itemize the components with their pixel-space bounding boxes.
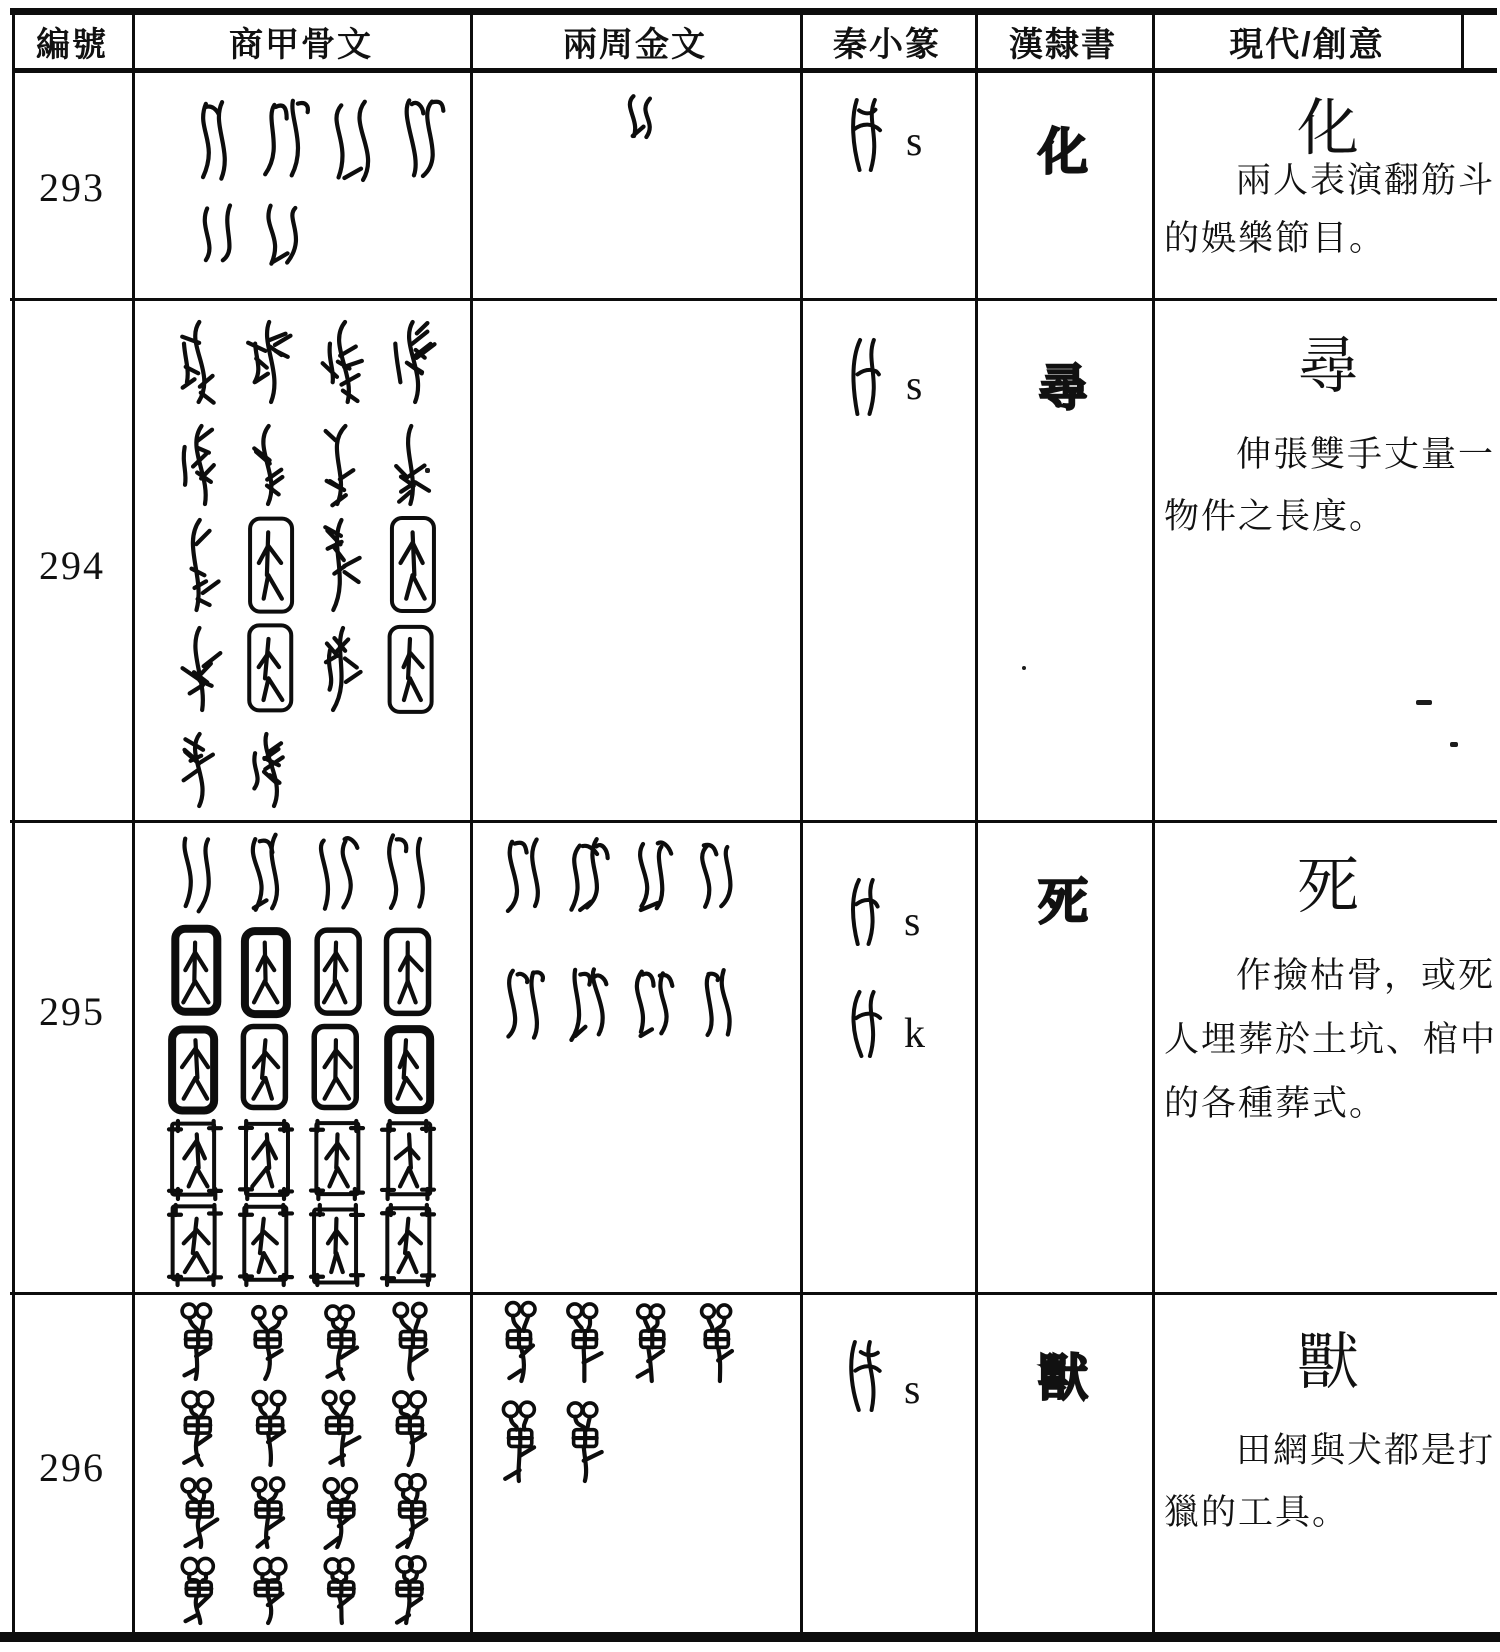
modern-description [1164,424,1496,548]
bronze-glyph [626,1300,676,1386]
oracle-bone-glyph [310,1120,364,1200]
scan-speck [1416,700,1432,705]
seal-source-note: k [904,1011,925,1057]
bronze-glyph [498,832,548,922]
oracle-bone-row [172,1474,439,1552]
seal-source-note: s [906,119,923,165]
oracle-bone-glyph [385,1474,439,1552]
oracle-bone-row [172,420,439,510]
small-seal-glyph [842,334,894,420]
small-seal-glyph [842,986,892,1062]
oracle-bone-glyph [310,1024,364,1114]
oracle-bone-glyph [314,316,368,408]
bronze-glyph [628,962,678,1048]
bronze-glyph [563,832,613,922]
modern-description [1164,152,1496,268]
oracle-bone-glyph [243,622,297,716]
seal-source-note: s [906,363,923,409]
table-rule-horizontal [10,820,1497,823]
small-seal-glyph [842,94,894,176]
oracle-bone-glyph [168,926,222,1018]
oracle-bone-row [172,316,439,408]
oracle-bone-row [172,514,439,616]
oracle-bone-glyph [381,926,435,1018]
small-seal-glyph [840,1336,892,1416]
oracle-bone-glyph [385,1556,439,1628]
table-rule-horizontal [0,1632,1500,1642]
column-header-number: 編號 [36,26,108,64]
description-line: 作撿枯骨，或死 [1236,956,1496,995]
clerical-char: 尋 [1038,360,1088,416]
oracle-bone-glyph [326,92,378,190]
oracle-bone-glyph [314,1302,368,1384]
oracle-bone-glyph [385,514,439,616]
oracle-bone-glyph [310,926,364,1018]
table-rule-vertical [470,8,473,1642]
oracle-bone-glyph [239,1120,293,1200]
bronze-glyph [693,832,743,922]
oracle-bone-glyph [172,622,226,716]
bronze-row [498,832,743,922]
table-rule-horizontal [10,298,1497,301]
description-line: 的各種葬式。 [1164,1084,1387,1123]
oracle-bone-glyph [314,514,368,616]
bronze-glyph [693,962,743,1048]
description-line: 物件之長度。 [1164,497,1387,536]
clerical-char: 死 [1038,874,1088,930]
oracle-bone-glyph [243,316,297,408]
oracle-bone-glyph [243,728,297,812]
oracle-bone-glyph [385,1388,439,1470]
modern-char: 化 [1296,95,1360,163]
oracle-bone-glyph [314,622,368,716]
oracle-bone-glyph [172,1302,226,1384]
small-seal-glyph [842,874,892,950]
oracle-bone-glyph [172,728,226,812]
oracle-bone-row [172,1556,439,1628]
oracle-bone-glyph [168,1120,222,1200]
oracle-bone-glyph [258,92,310,190]
bronze-glyph [498,962,548,1048]
bronze-glyph [561,1300,611,1386]
oracle-bone-row [168,826,435,920]
oracle-bone-glyph [239,1024,293,1114]
bronze-glyph [496,1398,546,1486]
description-line: 人埋葬於土坑、棺中 [1164,1020,1498,1059]
oracle-bone-glyph [314,1474,368,1552]
bronze-glyph [628,832,678,922]
oracle-bone-glyph [314,1388,368,1470]
modern-char: 尋 [1296,333,1360,401]
oracle-bone-glyph [172,420,226,510]
row-number: 295 [39,989,105,1034]
bronze-glyph [561,1398,611,1486]
oracle-bone-glyph [381,1024,435,1114]
table-rule-horizontal [10,8,1497,15]
table-rule-vertical [1461,8,1464,73]
modern-char: 死 [1296,853,1360,921]
bronze-glyph [691,1300,741,1386]
row-number: 293 [39,165,105,210]
oracle-bone-row [168,1204,435,1286]
scan-speck [1022,666,1026,670]
oracle-bone-glyph [243,1556,297,1628]
description-line: 兩人表演翻筋斗 [1236,161,1496,200]
oracle-bone-row [172,1302,439,1384]
oracle-bone-glyph [394,92,446,190]
bronze-row [496,1300,741,1386]
oracle-bone-glyph [168,826,222,920]
oracle-bone-row [190,92,446,190]
modern-description [1164,1420,1496,1544]
oracle-bone-glyph [168,1204,222,1286]
oracle-bone-glyph [243,514,297,616]
oracle-bone-glyph [172,1388,226,1470]
bronze-glyph [563,962,613,1048]
column-header-small-seal: 秦小篆 [833,26,941,64]
scan-speck [1450,742,1458,747]
oracle-bone-glyph [168,1024,222,1114]
column-header-clerical: 漢隸書 [1009,26,1117,64]
oracle-bone-row [172,728,297,812]
oracle-bone-glyph [385,1302,439,1384]
oracle-bone-row [172,622,439,716]
oracle-bone-glyph [385,622,439,716]
oracle-bone-glyph [381,826,435,920]
bronze-glyph [496,1300,546,1386]
oracle-bone-glyph [314,1556,368,1628]
oracle-bone-glyph [239,926,293,1018]
row-number: 294 [39,543,105,588]
column-header-oracle-bone: 商甲骨文 [229,26,373,64]
description-line: 伸張雙手丈量一 [1236,435,1496,474]
scan-speck [425,468,430,473]
oracle-bone-glyph [381,1120,435,1200]
table-rule-horizontal [10,1292,1497,1295]
bronze-row [498,962,743,1048]
oracle-bone-glyph [243,1302,297,1384]
table-rule-vertical [1152,8,1155,1642]
oracle-bone-glyph [243,1388,297,1470]
oracle-bone-glyph [243,420,297,510]
oracle-bone-glyph [172,1474,226,1552]
oracle-bone-glyph [172,316,226,408]
row-number: 296 [39,1445,105,1490]
table-rule-vertical [132,8,135,1642]
oracle-bone-glyph [190,198,242,274]
oracle-bone-row [168,1120,435,1200]
clerical-char: 獸 [1038,1350,1088,1406]
oracle-bone-glyph [385,420,439,510]
description-line: 獵的工具。 [1164,1493,1350,1532]
seal-source-note: s [904,899,921,945]
oracle-bone-glyph [190,92,242,190]
bronze-row [620,86,662,148]
oracle-bone-glyph [314,420,368,510]
oracle-bone-row [168,926,435,1018]
description-line: 田網與犬都是打 [1236,1431,1496,1470]
oracle-bone-glyph [243,1474,297,1552]
column-header-bronze: 兩周金文 [563,26,707,64]
table-rule-horizontal [12,68,1497,73]
oracle-bone-row [168,1024,435,1114]
table-rule-vertical [800,8,803,1642]
oracle-bone-row [190,198,310,274]
oracle-bone-glyph [310,826,364,920]
oracle-bone-glyph [172,514,226,616]
clerical-char: 化 [1038,124,1088,180]
oracle-bone-glyph [239,1204,293,1286]
description-line: 的娛樂節目。 [1164,219,1387,258]
table-rule-vertical [975,8,978,1642]
column-header-modern: 現代/創意 [1229,26,1385,64]
bronze-row [496,1398,611,1486]
oracle-bone-glyph [172,1556,226,1628]
bronze-glyph [620,86,662,148]
oracle-bone-glyph [310,1204,364,1286]
modern-char: 獸 [1296,1329,1360,1397]
oracle-bone-glyph [385,316,439,408]
oracle-bone-glyph [381,1204,435,1286]
oracle-bone-row [172,1388,439,1470]
table-rule-vertical [12,8,15,1642]
modern-description [1164,944,1498,1136]
seal-source-note: s [904,1367,921,1413]
oracle-bone-glyph [258,198,310,274]
oracle-bone-glyph [239,826,293,920]
